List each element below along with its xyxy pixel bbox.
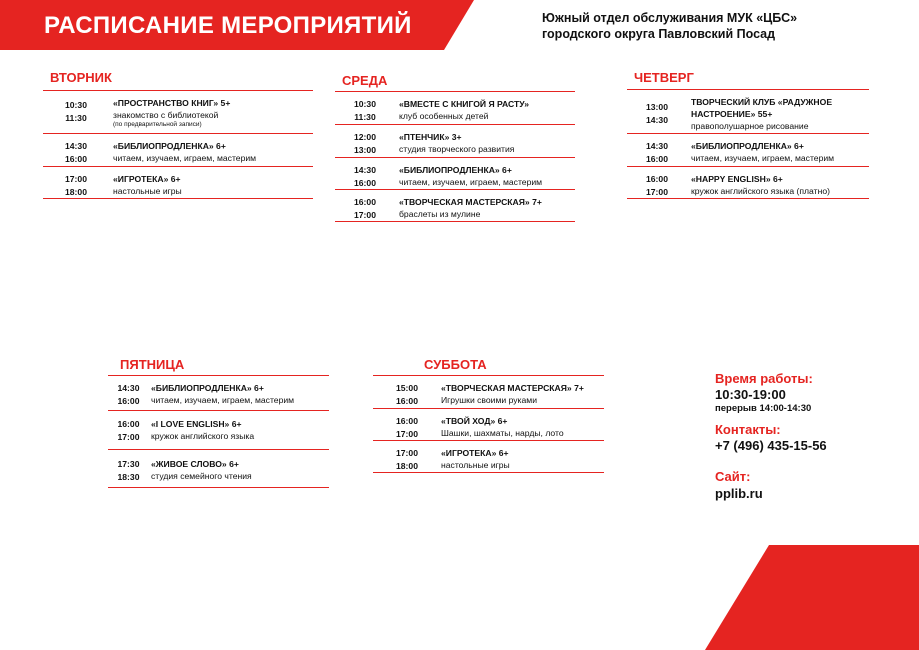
start-time: 17:30 — [117, 459, 140, 469]
event-description: Шашки, шахматы, нарды, лото — [441, 428, 564, 438]
end-time: 17:00 — [646, 187, 668, 197]
event-description: студия творческого развития — [399, 144, 515, 154]
table-row — [108, 376, 329, 411]
start-time: 17:00 — [396, 448, 418, 458]
table-row — [335, 158, 575, 190]
event-name-continued: НАСТРОЕНИЕ» 55+ — [691, 109, 773, 119]
event-description: кружок английского языка — [151, 431, 255, 441]
day-saturday — [424, 357, 487, 373]
start-time: 16:00 — [354, 197, 376, 207]
start-time: 10:30 — [65, 100, 87, 110]
event-name: «HAPPY ENGLISH» 6+ — [691, 174, 783, 184]
event-name: «ТВОЙ ХОД» 6+ — [441, 416, 508, 426]
end-time: 16:00 — [117, 396, 140, 406]
end-time: 17:00 — [354, 210, 376, 220]
end-time: 16:00 — [396, 396, 418, 406]
table-row — [373, 409, 604, 441]
end-time: 16:00 — [354, 178, 376, 188]
event-description: читаем, изучаем, играем, мастерим — [113, 153, 257, 163]
event-description: настольные игры — [113, 186, 182, 196]
start-time: 14:30 — [354, 165, 376, 175]
table-row — [627, 167, 869, 199]
day-title: ВТОРНИК — [50, 70, 112, 85]
event-name: «БИБЛИОПРОДЛЕНКА» 6+ — [113, 141, 226, 151]
day-thursday — [634, 70, 694, 86]
end-time: 13:00 — [354, 145, 376, 155]
end-time: 11:30 — [354, 112, 376, 122]
day-wednesday — [342, 73, 387, 89]
event-description: браслеты из мулине — [399, 209, 481, 219]
event-description: Игрушки своими руками — [441, 395, 537, 405]
table-row — [43, 134, 313, 167]
table-row — [627, 90, 869, 134]
event-name: «ЖИВОЕ СЛОВО» 6+ — [151, 459, 239, 469]
table-row — [108, 450, 329, 488]
table-row — [335, 190, 575, 222]
day-title: ПЯТНИЦА — [120, 357, 185, 372]
site-label: Сайт: — [715, 469, 751, 484]
table-row — [335, 125, 575, 158]
event-name: ТВОРЧЕСКИЙ КЛУБ «РАДУЖНОЕ — [691, 97, 833, 107]
end-time: 17:00 — [396, 429, 418, 439]
event-name: «ПРОСТРАНСТВО КНИГ» 5+ — [113, 98, 231, 108]
end-time: 18:00 — [65, 187, 87, 197]
schedule-table-wednesday — [335, 91, 575, 222]
event-name: «ПТЕНЧИК» 3+ — [399, 132, 462, 142]
table-row — [373, 376, 604, 409]
schedule-table-tuesday — [43, 90, 313, 199]
start-time: 15:00 — [396, 383, 418, 393]
event-name: «БИБЛИОПРОДЛЕНКА» 6+ — [399, 165, 512, 175]
end-time: 18:30 — [117, 472, 140, 482]
working-hours-label: Время работы: — [715, 371, 813, 386]
table-row — [627, 134, 869, 167]
schedule-table-thursday — [627, 89, 869, 199]
phone-number: +7 (496) 435-15-56 — [715, 438, 827, 453]
site-link[interactable]: pplib.ru — [715, 486, 763, 501]
start-time: 13:00 — [646, 102, 668, 112]
event-description: читаем, изучаем, играем, мастерим — [151, 395, 295, 405]
event-description: клуб особенных детей — [399, 111, 489, 121]
end-time: 16:00 — [65, 154, 87, 164]
start-time: 17:00 — [65, 174, 87, 184]
start-time: 16:00 — [646, 174, 668, 184]
event-description: читаем, изучаем, играем, мастерим — [691, 153, 835, 163]
corner-decoration — [705, 545, 919, 650]
break-time: перерыв 14:00-14:30 — [715, 403, 812, 414]
event-description: кружок английского языка (платно) — [691, 186, 830, 196]
event-note: (по предварительной записи) — [113, 121, 202, 128]
day-title: СРЕДА — [342, 73, 388, 88]
event-name: «БИБЛИОПРОДЛЕНКА» 6+ — [151, 383, 264, 393]
working-hours: 10:30-19:00 — [715, 387, 786, 402]
event-description: правополушарное рисование — [691, 121, 809, 131]
event-name: «БИБЛИОПРОДЛЕНКА» 6+ — [691, 141, 804, 151]
event-name: «ТВОРЧЕСКАЯ МАСТЕРСКАЯ» 7+ — [399, 197, 542, 207]
header-banner — [0, 0, 474, 50]
table-row — [335, 92, 575, 125]
table-row — [43, 167, 313, 199]
organization-name — [542, 10, 797, 42]
table-row — [373, 441, 604, 473]
event-description: знакомство с библиотекой — [113, 110, 219, 120]
schedule-table-friday — [108, 375, 329, 488]
end-time: 18:00 — [396, 461, 418, 471]
event-name: «ИГРОТЕКА» 6+ — [113, 174, 181, 184]
event-description: настольные игры — [441, 460, 510, 470]
start-time: 16:00 — [396, 416, 418, 426]
day-tuesday — [50, 70, 112, 86]
start-time: 14:30 — [117, 383, 140, 393]
contacts-block — [715, 371, 827, 502]
end-time: 11:30 — [65, 113, 87, 123]
org-line-1: Южный отдел обслуживания МУК «ЦБС» — [542, 11, 798, 25]
event-description: студия семейного чтения — [151, 471, 252, 481]
start-time: 14:30 — [646, 141, 668, 151]
end-time: 14:30 — [646, 115, 668, 125]
start-time: 14:30 — [65, 141, 87, 151]
event-name: «I LOVE ENGLISH» 6+ — [151, 419, 242, 429]
start-time: 16:00 — [117, 419, 140, 429]
event-description: читаем, изучаем, играем, мастерим — [399, 177, 543, 187]
event-name: «ТВОРЧЕСКАЯ МАСТЕРСКАЯ» 7+ — [441, 383, 584, 393]
page-title: РАСПИСАНИЕ МЕРОПРИЯТИЙ — [44, 12, 412, 39]
table-row — [108, 411, 329, 450]
table-row — [43, 91, 313, 134]
org-line-2: городского округа Павловский Посад — [542, 27, 776, 41]
start-time: 10:30 — [354, 99, 376, 109]
event-name: «ВМЕСТЕ С КНИГОЙ Я РАСТУ» — [399, 99, 530, 109]
event-name: «ИГРОТЕКА» 6+ — [441, 448, 509, 458]
schedule-table-saturday — [373, 375, 604, 473]
day-title: ЧЕТВЕРГ — [634, 70, 694, 85]
contacts-label: Контакты: — [715, 422, 781, 437]
day-title: СУББОТА — [424, 357, 487, 372]
end-time: 17:00 — [117, 432, 140, 442]
end-time: 16:00 — [646, 154, 668, 164]
start-time: 12:00 — [354, 132, 376, 142]
day-friday — [120, 357, 184, 373]
